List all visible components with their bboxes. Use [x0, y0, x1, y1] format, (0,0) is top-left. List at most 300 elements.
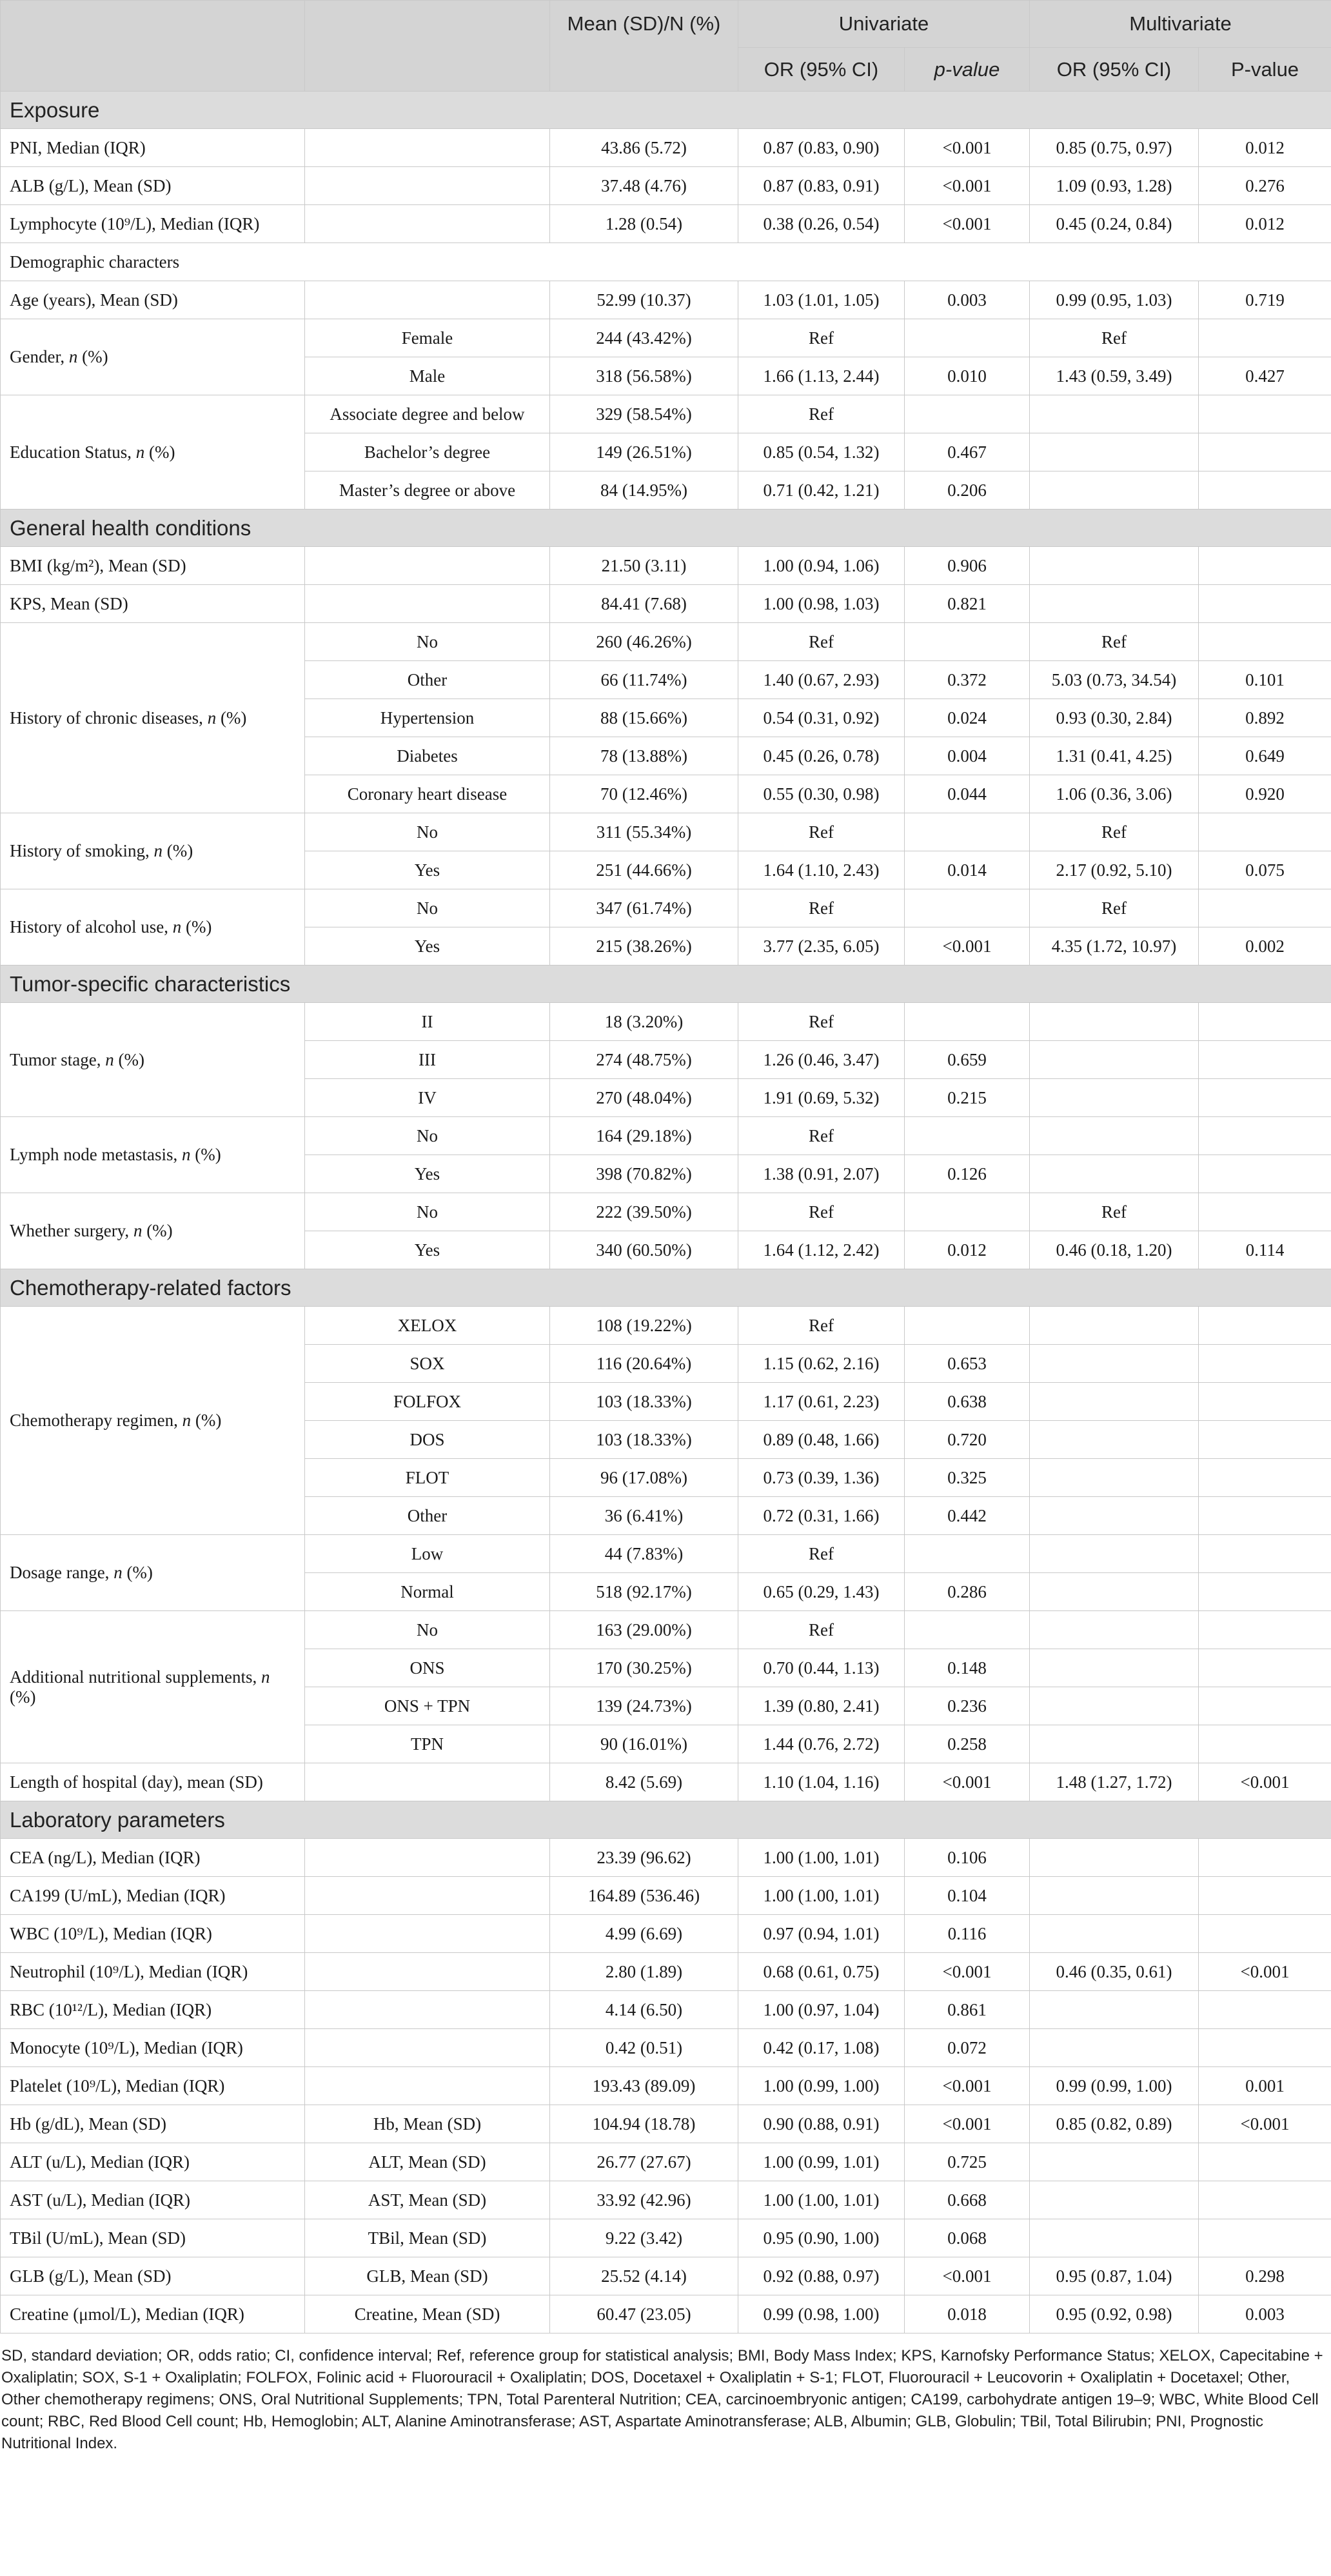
multivariate-or-cell: [1030, 433, 1199, 471]
table-row: [1, 1003, 1331, 1041]
univariate-or-cell: 0.42 (0.17, 1.08): [738, 2029, 905, 2067]
multivariate-or-cell: 0.95 (0.92, 0.98): [1030, 2295, 1199, 2333]
multivariate-p-cell: [1199, 1991, 1331, 2029]
subgroup-cell: Coronary heart disease: [305, 775, 550, 813]
univariate-or-cell: 1.64 (1.12, 2.42): [738, 1231, 905, 1269]
univariate-p-cell: 0.004: [905, 737, 1030, 775]
table-row: [1, 1877, 1331, 1915]
mean-cell: 0.42 (0.51): [550, 2029, 738, 2067]
multivariate-or-cell: [1030, 547, 1199, 585]
table-row: [1, 547, 1331, 585]
univariate-or-cell: Ref: [738, 889, 905, 927]
variable-cell: PNI, Median (IQR): [1, 129, 305, 167]
section-row: [1, 92, 1331, 129]
mean-cell: 164.89 (536.46): [550, 1877, 738, 1915]
multivariate-or-cell: [1030, 395, 1199, 433]
table-row: [1, 2105, 1331, 2143]
variable-cell: History of smoking, n (%): [1, 813, 305, 889]
multivariate-p-cell: [1199, 1307, 1331, 1345]
multivariate-p-cell: [1199, 889, 1331, 927]
subgroup-cell: [305, 2029, 550, 2067]
variable-cell: Creatine (μmol/L), Median (IQR): [1, 2295, 305, 2333]
univariate-p-cell: 0.024: [905, 699, 1030, 737]
section-row: [1, 966, 1331, 1003]
multivariate-or-cell: Ref: [1030, 1193, 1199, 1231]
subgroup-cell: Associate degree and below: [305, 395, 550, 433]
univariate-or-cell: 1.64 (1.10, 2.43): [738, 851, 905, 889]
subgroup-cell: [305, 547, 550, 585]
univariate-p-cell: 0.072: [905, 2029, 1030, 2067]
variable-cell: ALT (u/L), Median (IQR): [1, 2143, 305, 2181]
table-row: [1, 1307, 1331, 1345]
subheading-cell: Demographic characters: [1, 243, 1331, 281]
table-footnote: SD, standard deviation; OR, odds ratio; CI, confidence interval; Ref, reference group for statistical analysis; BMI, Body Mass Index; KPS, Karnofsky Performance Status; XELOX, Capecitabine + Oxaliplatin; SOX, S-1 + Oxaliplatin; FOLFOX, Folinic acid + Fluorouracil + Oxaliplatin; DOS, Docetaxel + Oxaliplatin + S-1; FLOT, Fluorouracil + Leucovorin + Oxaliplatin + Docetaxel; Other, Other chemotherapy regimens; ONS, Oral Nutritional Supplements; TPN, Total Parenteral Nutrition; CEA, carcinoembryonic antigen; CA199, carbohydrate antigen 19–9; WBC, White Blood Cell count; RBC, Red Blood Cell count; Hb, Hemoglobin; ALT, Alanine Aminotransferase; AST, Aspartate Aminotransferase; ALB, Albumin; GLB, Globulin; TBil, Total Bilirubin; PNI, Prognostic Nutritional Index.: [1, 2347, 1323, 2452]
mean-cell: 116 (20.64%): [550, 1345, 738, 1383]
mean-cell: 274 (48.75%): [550, 1041, 738, 1079]
univariate-or-cell: 1.39 (0.80, 2.41): [738, 1687, 905, 1725]
mean-cell: 318 (56.58%): [550, 357, 738, 395]
table-row: [1, 1117, 1331, 1155]
mean-cell: 9.22 (3.42): [550, 2219, 738, 2257]
univariate-or-cell: 1.00 (0.97, 1.04): [738, 1991, 905, 2029]
subgroup-cell: AST, Mean (SD): [305, 2181, 550, 2219]
univariate-p-cell: 0.003: [905, 281, 1030, 319]
table-row: [1, 585, 1331, 623]
table-row: [1, 623, 1331, 661]
univariate-p-cell: 0.906: [905, 547, 1030, 585]
subgroup-cell: [305, 1915, 550, 1953]
subgroup-cell: Hb, Mean (SD): [305, 2105, 550, 2143]
multivariate-or-cell: [1030, 1345, 1199, 1383]
multivariate-p-cell: [1199, 1725, 1331, 1763]
mean-cell: 36 (6.41%): [550, 1497, 738, 1535]
multivariate-or-cell: [1030, 1079, 1199, 1117]
multivariate-p-cell: <0.001: [1199, 2105, 1331, 2143]
mean-cell: 84 (14.95%): [550, 471, 738, 510]
multivariate-p-cell: [1199, 1041, 1331, 1079]
univariate-p-cell: <0.001: [905, 205, 1030, 243]
section-title: Laboratory parameters: [1, 1801, 1331, 1839]
univariate-p-cell: [905, 889, 1030, 927]
univariate-or-cell: 0.55 (0.30, 0.98): [738, 775, 905, 813]
univariate-or-cell: 3.77 (2.35, 6.05): [738, 927, 905, 966]
multivariate-or-cell: [1030, 1459, 1199, 1497]
header-uni-or: OR (95% CI): [738, 48, 905, 92]
multivariate-p-cell: [1199, 1003, 1331, 1041]
mean-cell: 251 (44.66%): [550, 851, 738, 889]
multivariate-p-cell: [1199, 1915, 1331, 1953]
multivariate-or-cell: [1030, 1991, 1199, 2029]
univariate-or-cell: Ref: [738, 1117, 905, 1155]
multivariate-or-cell: [1030, 1497, 1199, 1535]
variable-cell: CEA (ng/L), Median (IQR): [1, 1839, 305, 1877]
multivariate-or-cell: [1030, 1041, 1199, 1079]
univariate-p-cell: 0.659: [905, 1041, 1030, 1079]
subgroup-cell: Low: [305, 1535, 550, 1573]
univariate-or-cell: 1.03 (1.01, 1.05): [738, 281, 905, 319]
variable-cell: ALB (g/L), Mean (SD): [1, 167, 305, 205]
univariate-or-cell: 1.40 (0.67, 2.93): [738, 661, 905, 699]
mean-cell: 96 (17.08%): [550, 1459, 738, 1497]
table-row: [1, 1953, 1331, 1991]
univariate-or-cell: 1.00 (0.94, 1.06): [738, 547, 905, 585]
multivariate-p-cell: [1199, 1649, 1331, 1687]
multivariate-p-cell: [1199, 1839, 1331, 1877]
header-multi-or: OR (95% CI): [1030, 48, 1199, 92]
multivariate-or-cell: 0.99 (0.95, 1.03): [1030, 281, 1199, 319]
subgroup-cell: [305, 205, 550, 243]
subgroup-cell: Yes: [305, 851, 550, 889]
univariate-or-cell: 0.99 (0.98, 1.00): [738, 2295, 905, 2333]
table-row: [1, 2181, 1331, 2219]
univariate-or-cell: 1.66 (1.13, 2.44): [738, 357, 905, 395]
multivariate-p-cell: [1199, 395, 1331, 433]
table-row: [1, 319, 1331, 357]
mean-cell: 215 (38.26%): [550, 927, 738, 966]
multivariate-p-cell: [1199, 1877, 1331, 1915]
variable-cell: Platelet (10⁹/L), Median (IQR): [1, 2067, 305, 2105]
multivariate-or-cell: [1030, 1573, 1199, 1611]
univariate-p-cell: 0.014: [905, 851, 1030, 889]
multivariate-p-cell: [1199, 471, 1331, 510]
header-uni-p: [905, 48, 1030, 92]
header-mean: Mean (SD)/N (%): [550, 1, 738, 92]
table-row: [1, 2143, 1331, 2181]
multivariate-p-cell: 0.001: [1199, 2067, 1331, 2105]
univariate-or-cell: 0.54 (0.31, 0.92): [738, 699, 905, 737]
mean-cell: 164 (29.18%): [550, 1117, 738, 1155]
multivariate-or-cell: Ref: [1030, 623, 1199, 661]
univariate-or-cell: 1.17 (0.61, 2.23): [738, 1383, 905, 1421]
table-row: [1, 1611, 1331, 1649]
univariate-p-cell: 0.821: [905, 585, 1030, 623]
n-symbol: n: [133, 1221, 143, 1240]
mean-cell: 244 (43.42%): [550, 319, 738, 357]
table-row: [1, 1839, 1331, 1877]
univariate-p-cell: <0.001: [905, 2067, 1030, 2105]
variable-cell: GLB (g/L), Mean (SD): [1, 2257, 305, 2295]
mean-cell: 52.99 (10.37): [550, 281, 738, 319]
multivariate-or-cell: [1030, 1003, 1199, 1041]
subgroup-cell: [305, 1763, 550, 1801]
table-row: [1, 1193, 1331, 1231]
mean-cell: 108 (19.22%): [550, 1307, 738, 1345]
mean-cell: 70 (12.46%): [550, 775, 738, 813]
multivariate-p-cell: [1199, 813, 1331, 851]
table-row: [1, 2029, 1331, 2067]
univariate-p-cell: 0.442: [905, 1497, 1030, 1535]
univariate-or-cell: 1.00 (0.99, 1.01): [738, 2143, 905, 2181]
univariate-or-cell: 1.00 (0.99, 1.00): [738, 2067, 905, 2105]
subgroup-cell: [305, 281, 550, 319]
univariate-p-cell: <0.001: [905, 1953, 1030, 1991]
multivariate-p-cell: [1199, 1535, 1331, 1573]
univariate-p-cell: [905, 1003, 1030, 1041]
table-row: [1, 243, 1331, 281]
multivariate-p-cell: [1199, 1421, 1331, 1459]
table-row: [1, 813, 1331, 851]
multivariate-p-cell: [1199, 585, 1331, 623]
variable-cell: Additional nutritional supplements, n (%): [1, 1611, 305, 1763]
mean-cell: 329 (58.54%): [550, 395, 738, 433]
univariate-p-cell: <0.001: [905, 129, 1030, 167]
mean-cell: 103 (18.33%): [550, 1383, 738, 1421]
variable-cell: TBil (U/mL), Mean (SD): [1, 2219, 305, 2257]
mean-cell: 2.80 (1.89): [550, 1953, 738, 1991]
n-symbol: n: [68, 347, 78, 366]
mean-cell: 104.94 (18.78): [550, 2105, 738, 2143]
univariate-or-cell: 0.71 (0.42, 1.21): [738, 471, 905, 510]
multivariate-or-cell: Ref: [1030, 319, 1199, 357]
variable-cell: Whether surgery, n (%): [1, 1193, 305, 1269]
multivariate-p-cell: 0.012: [1199, 205, 1331, 243]
variable-cell: CA199 (U/mL), Median (IQR): [1, 1877, 305, 1915]
mean-cell: 260 (46.26%): [550, 623, 738, 661]
multivariate-or-cell: 0.95 (0.87, 1.04): [1030, 2257, 1199, 2295]
multivariate-or-cell: [1030, 1611, 1199, 1649]
univariate-or-cell: Ref: [738, 1535, 905, 1573]
univariate-p-cell: [905, 1611, 1030, 1649]
subgroup-cell: Normal: [305, 1573, 550, 1611]
multivariate-or-cell: 0.45 (0.24, 0.84): [1030, 205, 1199, 243]
univariate-or-cell: 0.73 (0.39, 1.36): [738, 1459, 905, 1497]
subgroup-cell: Bachelor’s degree: [305, 433, 550, 471]
univariate-p-cell: 0.206: [905, 471, 1030, 510]
univariate-p-cell: 0.018: [905, 2295, 1030, 2333]
table-row: [1, 2067, 1331, 2105]
univariate-or-cell: 0.89 (0.48, 1.66): [738, 1421, 905, 1459]
multivariate-p-cell: [1199, 2029, 1331, 2067]
multivariate-p-cell: 0.003: [1199, 2295, 1331, 2333]
univariate-or-cell: 1.91 (0.69, 5.32): [738, 1079, 905, 1117]
mean-cell: 193.43 (89.09): [550, 2067, 738, 2105]
multivariate-or-cell: [1030, 2029, 1199, 2067]
univariate-p-cell: 0.861: [905, 1991, 1030, 2029]
mean-cell: 398 (70.82%): [550, 1155, 738, 1193]
section-title: Tumor-specific characteristics: [1, 966, 1331, 1003]
univariate-p-cell: 0.372: [905, 661, 1030, 699]
multivariate-or-cell: 1.43 (0.59, 3.49): [1030, 357, 1199, 395]
univariate-or-cell: 0.87 (0.83, 0.90): [738, 129, 905, 167]
univariate-or-cell: 1.26 (0.46, 3.47): [738, 1041, 905, 1079]
subgroup-cell: [305, 1839, 550, 1877]
multivariate-or-cell: 1.31 (0.41, 4.25): [1030, 737, 1199, 775]
table-row: [1, 1991, 1331, 2029]
multivariate-or-cell: 0.46 (0.18, 1.20): [1030, 1231, 1199, 1269]
univariate-p-cell: 0.106: [905, 1839, 1030, 1877]
table-row: [1, 2219, 1331, 2257]
multivariate-p-cell: [1199, 1345, 1331, 1383]
header-univariate: Univariate: [738, 1, 1030, 48]
header-multivariate: Multivariate: [1030, 1, 1331, 48]
multivariate-or-cell: [1030, 2219, 1199, 2257]
multivariate-or-cell: [1030, 1649, 1199, 1687]
multivariate-or-cell: [1030, 471, 1199, 510]
mean-cell: 78 (13.88%): [550, 737, 738, 775]
mean-cell: 60.47 (23.05): [550, 2295, 738, 2333]
univariate-or-cell: Ref: [738, 623, 905, 661]
variable-cell: Lymphocyte (10⁹/L), Median (IQR): [1, 205, 305, 243]
univariate-or-cell: 0.87 (0.83, 0.91): [738, 167, 905, 205]
univariate-p-cell: 0.116: [905, 1915, 1030, 1953]
univariate-or-cell: Ref: [738, 1307, 905, 1345]
mean-cell: 21.50 (3.11): [550, 547, 738, 585]
multivariate-or-cell: [1030, 1687, 1199, 1725]
table-row: [1, 205, 1331, 243]
multivariate-or-cell: 1.09 (0.93, 1.28): [1030, 167, 1199, 205]
multivariate-p-cell: [1199, 1611, 1331, 1649]
n-symbol: n: [181, 1145, 191, 1164]
multivariate-p-cell: 0.719: [1199, 281, 1331, 319]
subgroup-cell: [305, 2067, 550, 2105]
subgroup-cell: TPN: [305, 1725, 550, 1763]
subgroup-cell: No: [305, 889, 550, 927]
multivariate-p-cell: 0.920: [1199, 775, 1331, 813]
section-title: General health conditions: [1, 510, 1331, 547]
multivariate-or-cell: 0.93 (0.30, 2.84): [1030, 699, 1199, 737]
variable-cell: Chemotherapy regimen, n (%): [1, 1307, 305, 1535]
mean-cell: 347 (61.74%): [550, 889, 738, 927]
multivariate-or-cell: [1030, 1383, 1199, 1421]
subgroup-cell: Yes: [305, 1231, 550, 1269]
variable-cell: Lymph node metastasis, n (%): [1, 1117, 305, 1193]
univariate-p-cell: <0.001: [905, 927, 1030, 966]
univariate-p-cell: <0.001: [905, 1763, 1030, 1801]
subgroup-cell: No: [305, 623, 550, 661]
multivariate-or-cell: [1030, 1307, 1199, 1345]
multivariate-p-cell: 0.012: [1199, 129, 1331, 167]
mean-cell: 270 (48.04%): [550, 1079, 738, 1117]
subgroup-cell: FOLFOX: [305, 1383, 550, 1421]
subgroup-cell: [305, 129, 550, 167]
multivariate-or-cell: [1030, 1839, 1199, 1877]
subgroup-cell: No: [305, 1193, 550, 1231]
subgroup-cell: Female: [305, 319, 550, 357]
multivariate-or-cell: 0.99 (0.99, 1.00): [1030, 2067, 1199, 2105]
subgroup-cell: [305, 1953, 550, 1991]
multivariate-p-cell: [1199, 623, 1331, 661]
multivariate-or-cell: [1030, 2143, 1199, 2181]
subgroup-cell: XELOX: [305, 1307, 550, 1345]
univariate-or-cell: Ref: [738, 1611, 905, 1649]
multivariate-or-cell: [1030, 1535, 1199, 1573]
univariate-or-cell: 0.38 (0.26, 0.54): [738, 205, 905, 243]
multivariate-or-cell: 1.48 (1.27, 1.72): [1030, 1763, 1199, 1801]
section-title: Exposure: [1, 92, 1331, 129]
variable-cell: RBC (10¹²/L), Median (IQR): [1, 1991, 305, 2029]
variable-cell: Tumor stage, n (%): [1, 1003, 305, 1117]
univariate-p-cell: 0.725: [905, 2143, 1030, 2181]
subgroup-cell: FLOT: [305, 1459, 550, 1497]
subgroup-cell: Creatine, Mean (SD): [305, 2295, 550, 2333]
univariate-or-cell: 1.15 (0.62, 2.16): [738, 1345, 905, 1383]
section-title: Chemotherapy-related factors: [1, 1269, 1331, 1307]
univariate-or-cell: 0.85 (0.54, 1.32): [738, 433, 905, 471]
multivariate-or-cell: Ref: [1030, 889, 1199, 927]
multivariate-p-cell: [1199, 1687, 1331, 1725]
univariate-p-cell: 0.236: [905, 1687, 1030, 1725]
subgroup-cell: [305, 1991, 550, 2029]
mean-cell: 4.99 (6.69): [550, 1915, 738, 1953]
subgroup-cell: TBil, Mean (SD): [305, 2219, 550, 2257]
univariate-p-cell: 0.325: [905, 1459, 1030, 1497]
subgroup-cell: ALT, Mean (SD): [305, 2143, 550, 2181]
multivariate-p-cell: [1199, 1117, 1331, 1155]
univariate-or-cell: Ref: [738, 813, 905, 851]
univariate-p-cell: 0.012: [905, 1231, 1030, 1269]
univariate-p-cell: [905, 319, 1030, 357]
multivariate-p-cell: [1199, 433, 1331, 471]
subgroup-cell: Diabetes: [305, 737, 550, 775]
univariate-or-cell: 0.92 (0.88, 0.97): [738, 2257, 905, 2295]
mean-cell: 340 (60.50%): [550, 1231, 738, 1269]
section-row: [1, 1269, 1331, 1307]
subgroup-cell: Master’s degree or above: [305, 471, 550, 510]
univariate-p-cell: 0.720: [905, 1421, 1030, 1459]
multivariate-or-cell: 0.85 (0.75, 0.97): [1030, 129, 1199, 167]
subgroup-cell: DOS: [305, 1421, 550, 1459]
subgroup-cell: No: [305, 1117, 550, 1155]
univariate-p-cell: 0.258: [905, 1725, 1030, 1763]
univariate-or-cell: 1.00 (1.00, 1.01): [738, 1839, 905, 1877]
n-symbol: n: [261, 1667, 270, 1687]
subgroup-cell: II: [305, 1003, 550, 1041]
multivariate-or-cell: [1030, 1915, 1199, 1953]
univariate-p-cell: 0.467: [905, 433, 1030, 471]
header-variable-blank: [1, 1, 305, 92]
univariate-p-cell: 0.126: [905, 1155, 1030, 1193]
table-row: [1, 395, 1331, 433]
n-symbol: n: [113, 1563, 123, 1582]
mean-cell: 88 (15.66%): [550, 699, 738, 737]
mean-cell: 23.39 (96.62): [550, 1839, 738, 1877]
subgroup-cell: ONS: [305, 1649, 550, 1687]
table-row: [1, 1915, 1331, 1953]
variable-cell: Dosage range, n (%): [1, 1535, 305, 1611]
univariate-or-cell: 1.00 (1.00, 1.01): [738, 1877, 905, 1915]
mean-cell: 18 (3.20%): [550, 1003, 738, 1041]
table-header: [1, 1, 1331, 92]
table-row: [1, 167, 1331, 205]
section-row: [1, 510, 1331, 547]
mean-cell: 170 (30.25%): [550, 1649, 738, 1687]
multivariate-or-cell: [1030, 2181, 1199, 2219]
univariate-or-cell: 1.44 (0.76, 2.72): [738, 1725, 905, 1763]
n-symbol: n: [172, 917, 182, 936]
multivariate-p-cell: 0.276: [1199, 167, 1331, 205]
mean-cell: 25.52 (4.14): [550, 2257, 738, 2295]
univariate-p-cell: <0.001: [905, 2257, 1030, 2295]
variable-cell: Length of hospital (day), mean (SD): [1, 1763, 305, 1801]
table-row: [1, 129, 1331, 167]
variable-cell: Gender, n (%): [1, 319, 305, 395]
univariate-or-cell: 0.90 (0.88, 0.91): [738, 2105, 905, 2143]
univariate-or-cell: Ref: [738, 1003, 905, 1041]
univariate-or-cell: 0.95 (0.90, 1.00): [738, 2219, 905, 2257]
univariate-p-cell: 0.668: [905, 2181, 1030, 2219]
n-symbol: n: [153, 841, 163, 860]
univariate-p-cell: 0.044: [905, 775, 1030, 813]
multivariate-or-cell: 0.85 (0.82, 0.89): [1030, 2105, 1199, 2143]
table-row: [1, 2295, 1331, 2333]
univariate-or-cell: 0.45 (0.26, 0.78): [738, 737, 905, 775]
table-row: [1, 1535, 1331, 1573]
subgroup-cell: Male: [305, 357, 550, 395]
variable-cell: Monocyte (10⁹/L), Median (IQR): [1, 2029, 305, 2067]
subgroup-cell: [305, 167, 550, 205]
univariate-p-cell: 0.286: [905, 1573, 1030, 1611]
multivariate-or-cell: 2.17 (0.92, 5.10): [1030, 851, 1199, 889]
